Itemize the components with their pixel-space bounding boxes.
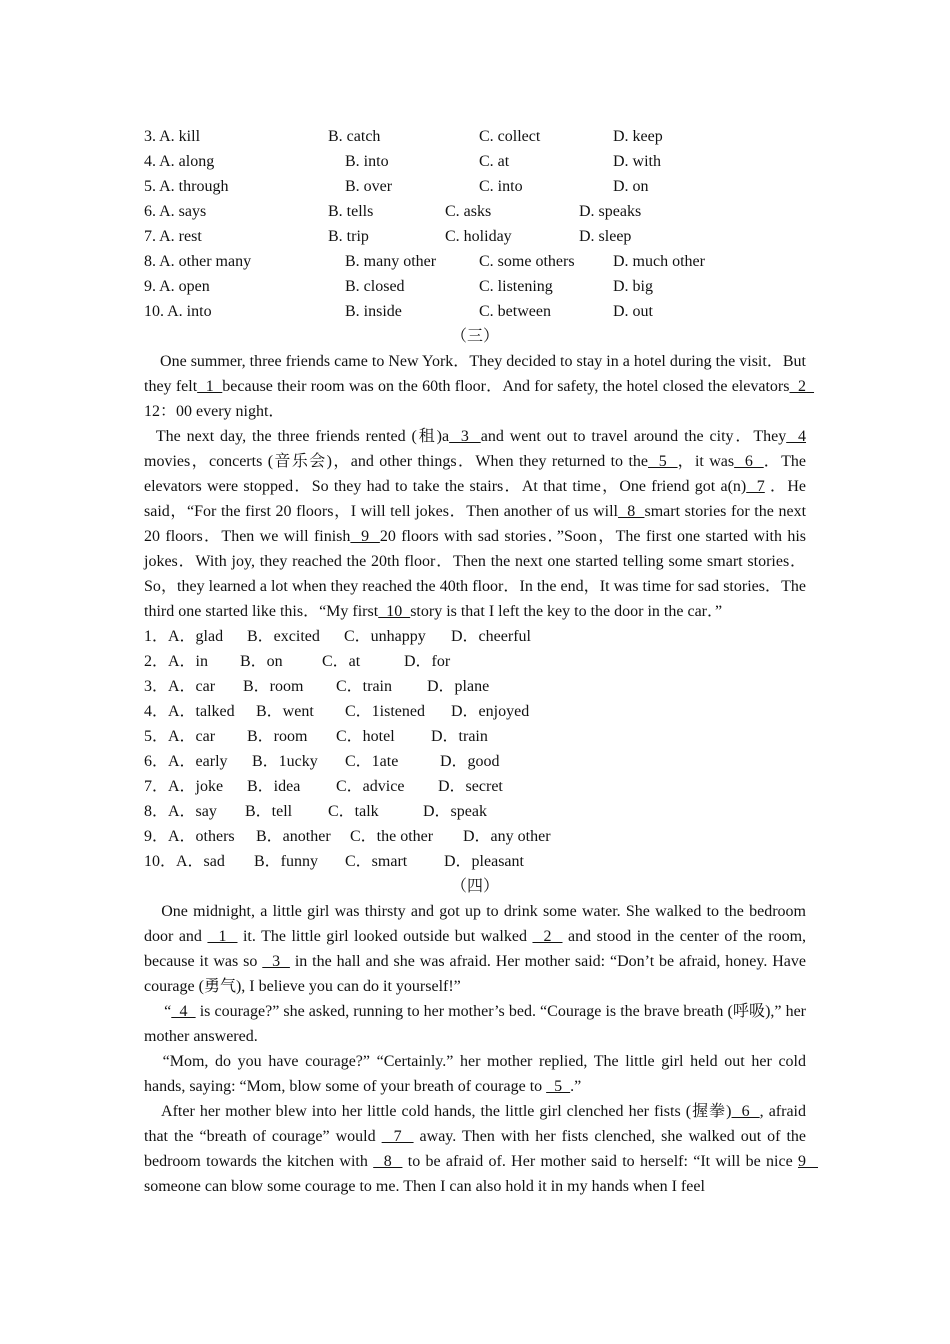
part2-option: B. into bbox=[345, 153, 389, 170]
section3-option: 5．A．car bbox=[144, 728, 216, 745]
blank: 2 bbox=[532, 928, 563, 945]
part2-option: D. big bbox=[613, 278, 653, 295]
section3-heading: （三） bbox=[450, 328, 499, 345]
section3-option: B．on bbox=[240, 653, 283, 670]
section3-option: B．went bbox=[256, 703, 314, 720]
section3-option: D．speak bbox=[423, 803, 487, 820]
section3-option: D．plane bbox=[427, 678, 490, 695]
passage-text: is courage?” she asked, running to her mother’s bed. “Courage is the brave breath (呼吸),” her mother answered. bbox=[144, 1003, 811, 1045]
section4-paragraph bbox=[144, 999, 811, 1049]
document-page bbox=[144, 124, 822, 1199]
part2-option: C. at bbox=[479, 153, 510, 170]
passage-text: “ bbox=[144, 1003, 172, 1020]
passage-text: ，it was bbox=[677, 453, 735, 470]
section3-option: C．smart bbox=[345, 853, 408, 870]
part2-option: B. closed bbox=[345, 278, 405, 295]
passage-text: ．He said，“For the first 20 floors，I will tell jokes．Then another of us will bbox=[144, 478, 810, 520]
passage-text: movies，concerts (音乐会)，and other things．When they returned to the bbox=[144, 428, 811, 470]
blank: 7 bbox=[381, 1128, 414, 1145]
part2-option: C. between bbox=[479, 303, 551, 320]
section3-option: C．1istened bbox=[345, 703, 425, 720]
section3-row bbox=[144, 674, 806, 699]
part2-option: D. out bbox=[613, 303, 653, 320]
section3-option: B．room bbox=[243, 678, 304, 695]
section3-option: C．the other bbox=[350, 828, 434, 845]
passage-text: to be afraid of. Her mother said to herself: “It will be nice bbox=[402, 1153, 798, 1170]
section3-option: 1．A．glad bbox=[144, 628, 224, 645]
part2-row bbox=[144, 199, 806, 224]
section3-row bbox=[144, 699, 806, 724]
blank: 5 bbox=[546, 1078, 571, 1095]
blank: 1 bbox=[207, 928, 238, 945]
part2-option: 7. A. rest bbox=[144, 228, 202, 245]
part2-option: B. many other bbox=[345, 253, 437, 270]
blank: 5 bbox=[648, 453, 678, 470]
part2-row bbox=[144, 124, 806, 149]
section3-option: D．good bbox=[440, 753, 500, 770]
section3-option: B．1ucky bbox=[252, 753, 318, 770]
section3-option: D．secret bbox=[438, 778, 503, 795]
passage-text: One midnight, a little girl was thirsty and got up to drink some water. She walked to the bedroom door and bbox=[144, 903, 810, 945]
part2-option: C. collect bbox=[479, 128, 541, 145]
section4-heading: （四） bbox=[450, 878, 499, 895]
section3-option: C．1ate bbox=[345, 753, 399, 770]
passage-text: 20 floors with sad stories．”Soon，The first one started with his jokes．With joy, they reached the 20th floor．Then the next one started telling some smart stories．So，they learned a lot when they reached the 40th floor．In the end，It was time for sad stories．The third one started like this．“My first bbox=[144, 528, 810, 620]
section3-option: B．idea bbox=[247, 778, 301, 795]
section3-option: 2．A．in bbox=[144, 653, 209, 670]
part2-option: D. speaks bbox=[579, 203, 642, 220]
part2-option: C. listening bbox=[479, 278, 553, 295]
section3-option: D．train bbox=[431, 728, 488, 745]
part2-option: B. trip bbox=[328, 228, 369, 245]
part2-option: 6. A. says bbox=[144, 203, 207, 220]
part2-option: 3. A. kill bbox=[144, 128, 201, 145]
part2-option: D. on bbox=[613, 178, 649, 195]
passage-text: “Mom, do you have courage?” “Certainly.” her mother replied, The little girl held out her cold hands, saying: “Mom, blow some of your breath of courage to bbox=[144, 1053, 810, 1095]
section3-option: C．advice bbox=[336, 778, 405, 795]
blank: 8 bbox=[617, 503, 645, 520]
section3-option: 4．A．talked bbox=[144, 703, 235, 720]
part2-option: 9. A. open bbox=[144, 278, 210, 295]
part2-row bbox=[144, 149, 806, 174]
part2-option: C. into bbox=[479, 178, 523, 195]
blank: 2 bbox=[789, 378, 815, 395]
passage-text: The next day, the three friends rented (租)a bbox=[144, 428, 450, 445]
section3-option: D．cheerful bbox=[451, 628, 531, 645]
section3-option: 8．A．say bbox=[144, 803, 217, 820]
section3-row bbox=[144, 724, 806, 749]
section3-passage bbox=[144, 349, 819, 624]
section4-paragraph bbox=[144, 1049, 810, 1099]
section3-row bbox=[144, 749, 806, 774]
section4-paragraph bbox=[144, 1099, 822, 1199]
blank: 8 bbox=[373, 1153, 403, 1170]
section3-row bbox=[144, 774, 806, 799]
section3-paragraph bbox=[144, 349, 819, 424]
passage-text: , afraid that the “breath of courage” would bbox=[144, 1103, 810, 1145]
part2-option: 10. A. into bbox=[144, 303, 212, 320]
section3-options bbox=[144, 624, 806, 874]
section4-passage bbox=[144, 899, 822, 1199]
section3-option: B．tell bbox=[245, 803, 293, 820]
section3-row bbox=[144, 799, 806, 824]
passage-text: smart stories for the next 20 floors．Then we will finish bbox=[144, 503, 811, 545]
section3-option: C．train bbox=[336, 678, 392, 695]
section3-option: D．pleasant bbox=[444, 853, 524, 870]
part2-option: C. holiday bbox=[445, 228, 512, 245]
blank: 3 bbox=[262, 953, 290, 970]
section3-option: D．enjoyed bbox=[451, 703, 530, 720]
passage-text: and stood in the center of the room, because it was so bbox=[144, 928, 811, 970]
part2-options bbox=[144, 124, 806, 324]
part2-row bbox=[144, 299, 806, 324]
part2-row bbox=[144, 249, 806, 274]
section3-option: C．unhappy bbox=[344, 628, 426, 645]
section3-option: B．another bbox=[256, 828, 331, 845]
section3-option: 9．A．others bbox=[144, 828, 235, 845]
passage-text: .” bbox=[570, 1078, 582, 1095]
passage-text: because their room was on the 60th floor．And for safety, the hotel closed the elevators bbox=[222, 378, 790, 395]
part2-option: B. over bbox=[345, 178, 393, 195]
part2-option: B. inside bbox=[345, 303, 402, 320]
passage-text: 12：00 every night． bbox=[144, 378, 819, 420]
part2-option: D. much other bbox=[613, 253, 705, 270]
part2-option: D. with bbox=[613, 153, 661, 170]
part2-option: C. asks bbox=[445, 203, 492, 220]
section3-row bbox=[144, 824, 806, 849]
section3-paragraph bbox=[144, 424, 811, 624]
section3-row bbox=[144, 849, 806, 874]
section3-option: B．excited bbox=[247, 628, 320, 645]
passage-text: someone can blow some courage to me. Then I can also hold it in my hands when I feel bbox=[144, 1153, 822, 1195]
part2-option: D. keep bbox=[613, 128, 663, 145]
section4-paragraph bbox=[144, 899, 811, 999]
blank: 3 bbox=[449, 428, 481, 445]
part2-option: D. sleep bbox=[579, 228, 632, 245]
part2-option: B. catch bbox=[328, 128, 381, 145]
blank: 7 bbox=[746, 478, 765, 495]
passage-text: One summer, three friends came to New York．They decided to stay in a hotel during the visit．But they felt bbox=[144, 353, 810, 395]
passage-text: ．The elevators were stopped．So they had to take the stairs．At that time，One friend got a(n) bbox=[144, 453, 810, 495]
blank: 4 bbox=[786, 428, 807, 445]
section3-option: 3．A．car bbox=[144, 678, 216, 695]
section3-row bbox=[144, 649, 806, 674]
section3-option: C．hotel bbox=[336, 728, 395, 745]
passage-text: away. Then with her fists clenched, she walked out of the bedroom towards the kitchen with bbox=[144, 1128, 810, 1170]
part2-option: 4. A. along bbox=[144, 153, 215, 170]
passage-text: story is that I left the key to the door in the car．” bbox=[410, 603, 723, 620]
part2-option: 5. A. through bbox=[144, 178, 229, 195]
part2-option: B. tells bbox=[328, 203, 374, 220]
blank: 6 bbox=[731, 1103, 760, 1120]
section3-option: 7．A．joke bbox=[144, 778, 224, 795]
section3-option: B．funny bbox=[254, 853, 319, 870]
passage-text: in the hall and she was afraid. Her mother said: “Don’t be afraid, honey. Have courage (勇气), I believe you can do it yourself!” bbox=[144, 953, 811, 995]
blank: 6 bbox=[734, 453, 764, 470]
section3-option: 6．A．early bbox=[144, 753, 228, 770]
part2-option: C. some others bbox=[479, 253, 575, 270]
blank: 1 bbox=[197, 378, 223, 395]
part2-option: 8. A. other many bbox=[144, 253, 252, 270]
part2-row bbox=[144, 174, 806, 199]
section3-option: D．for bbox=[404, 653, 451, 670]
section3-option: C．talk bbox=[328, 803, 379, 820]
section3-option: 10．A．sad bbox=[144, 853, 225, 870]
passage-text: After her mother blew into her little cold hands, the little girl clenched her fists (握拳) bbox=[144, 1103, 732, 1120]
blank: 10 bbox=[378, 603, 411, 620]
blank: 4 bbox=[171, 1003, 196, 1020]
passage-text: it. The little girl looked outside but walked bbox=[237, 928, 533, 945]
section3-row bbox=[144, 624, 806, 649]
section3-option: D．any other bbox=[463, 828, 551, 845]
passage-text: and went out to travel around the city．They bbox=[480, 428, 787, 445]
part2-row bbox=[144, 224, 806, 249]
part2-row bbox=[144, 274, 806, 299]
blank: 9 bbox=[350, 528, 380, 545]
section3-option: C．at bbox=[322, 653, 361, 670]
section3-option: B．room bbox=[247, 728, 308, 745]
blank: 9 bbox=[798, 1153, 818, 1170]
